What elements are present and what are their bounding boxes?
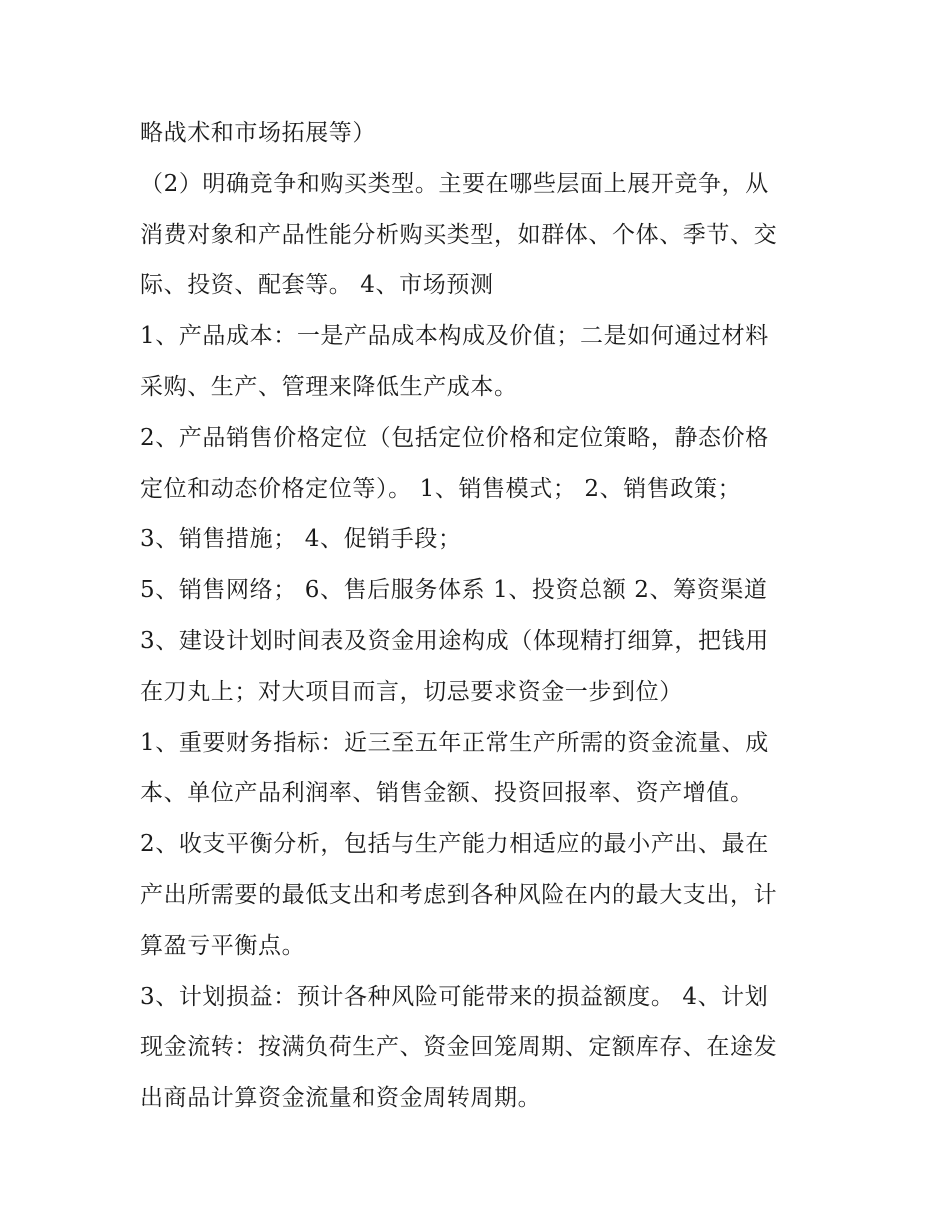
text-line: 2、产品销售价格定位（包括定位价格和定位策略，静态价格: [140, 424, 769, 451]
text-line: （2）明确竞争和购买类型。主要在哪些层面上展开竞争，从: [140, 170, 769, 197]
text-line: 产出所需要的最低支出和考虑到各种风险在内的最大支出，计: [140, 881, 778, 908]
text-line: 2、收支平衡分析，包括与生产能力相适应的最小产出、最在: [140, 831, 769, 858]
text-line: 5、销售网络； 6、售后服务体系 1、投资总额 2、筹资渠道: [140, 577, 768, 604]
text-line: 1、产品成本：一是产品成本构成及价值；二是如何通过材料: [140, 323, 769, 350]
document-body: [140, 108, 820, 1124]
text-line: 本、单位产品利润率、销售金额、投资回报率、资产增值。: [140, 780, 754, 807]
text-line: 采购、生产、管理来降低生产成本。: [140, 373, 518, 400]
text-line: 3、建设计划时间表及资金用途构成（体现精打细算，把钱用: [140, 627, 769, 654]
text-line: 3、计划损益：预计各种风险可能带来的损益额度。 4、计划: [140, 983, 769, 1010]
text-line: 在刀丸上；对大项目而言，切忌要求资金一步到位）: [140, 678, 683, 705]
text-line: 出商品计算资金流量和资金周转周期。: [140, 1085, 542, 1112]
text-line: 算盈亏平衡点。: [140, 932, 306, 959]
text-line: 3、销售措施； 4、促销手段；: [140, 526, 462, 553]
text-line: 1、重要财务指标：近三至五年正常生产所需的资金流量、成: [140, 729, 769, 756]
text-line: 略战术和市场拓展等）: [140, 120, 376, 146]
text-line: 消费对象和产品性能分析购买类型，如群体、个体、季节、交: [140, 221, 778, 248]
text-line: 现金流转：按满负荷生产、资金回笼周期、定额库存、在途发: [140, 1034, 778, 1061]
text-line: 际、投资、配套等。 4、市场预测: [140, 272, 494, 299]
text-line: 定位和动态价格定位等）。 1、销售模式； 2、销售政策；: [140, 475, 742, 502]
